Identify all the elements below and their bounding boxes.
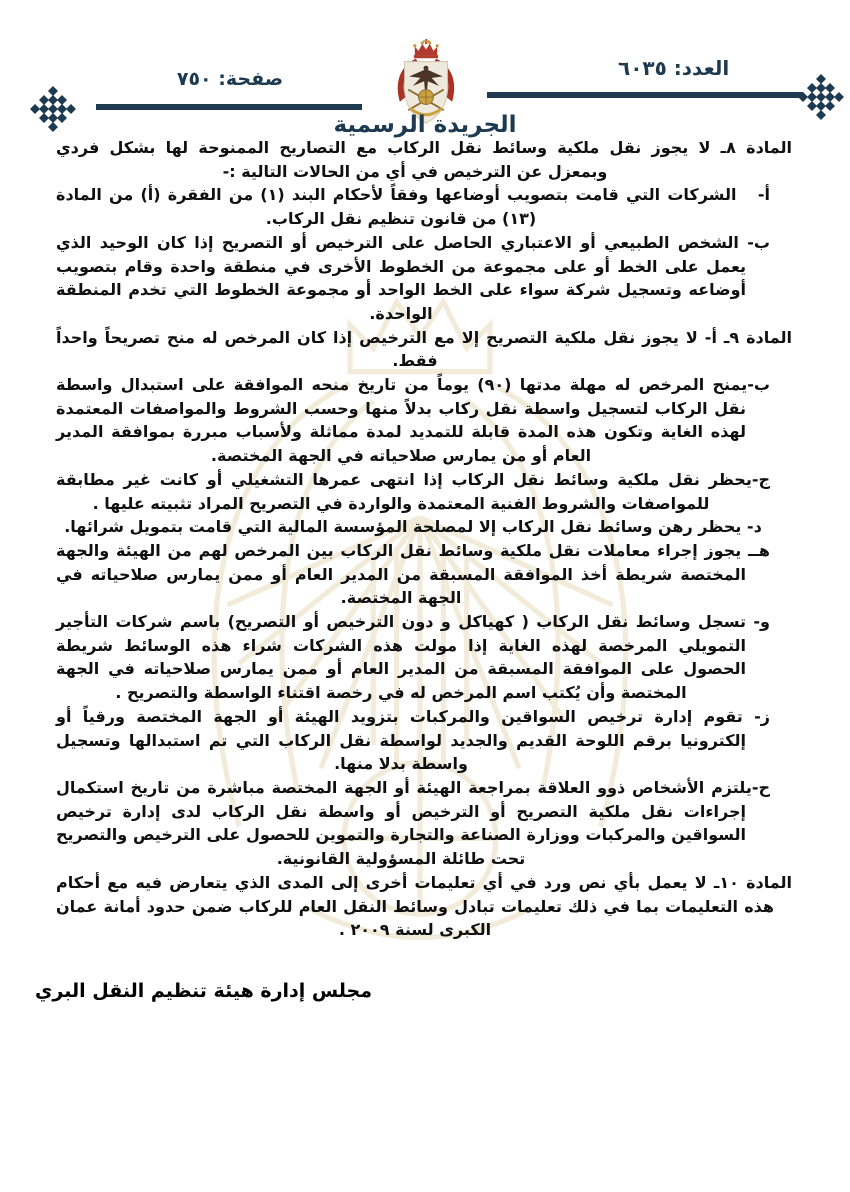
braid-ornament-left-icon — [28, 85, 84, 133]
body-paragraph: ح-يلتزم الأشخاص ذوو العلاقة بمراجعة الهيئة أو الجهة المختصة مباشرة من تاريخ استكمال إجراءات نقل ملكية التصريح أو الترخيص أو واسطة نقل الركاب لدى إدارة ترخيص السواقين والمركبات ووزارة الصناعة والتجارة والتموين للحصول على الترخيص والتصريح تحت طائلة المسؤولية القانونية. — [56, 777, 770, 869]
header-rule-left — [96, 104, 362, 110]
body-paragraph: د- يحظر رهن وسائط نقل الركاب إلا لمصلحة المؤسسة المالية التي قامت بتمويل شرائها. — [64, 517, 762, 537]
header-rule-right — [487, 92, 803, 98]
body-paragraph: المادة ٩ـ أ- لا يجوز نقل ملكية التصريح إلا مع الترخيص إذا كان المرخص له منح تصريحاً واحداً فقط. — [56, 327, 792, 371]
issue-number-label: العدد: ٦٠٣٥ — [618, 56, 730, 80]
page-number-label: صفحة: ٧٥٠ — [176, 68, 284, 90]
body-paragraph: ب-يمنح المرخص له مهلة مدتها (٩٠) يوماً من تاريخ منحه الموافقة على استبدال واسطة نقل الركاب لتسجيل واسطة نقل ركاب بدلاً منها وحسب الشروط والمواصفات المعتمدة لهذه الغاية وتكون هذه المدة قابلة للتمديد لمدة مماثلة ولأسباب مبررة بموافقة المدير العام أو من يمارس صلاحياته في الجهة المختصة. — [56, 375, 770, 466]
body-paragraph: أ- الشركات التي قامت بتصويب أوضاعها وفقاً لأحكام البند (١) من الفقرة (أ) من المادة (١٣) من قانون تنظيم نقل الركاب. — [56, 185, 771, 229]
gazette-title: الجريدة الرسمية — [333, 112, 517, 138]
body-paragraph: و- تسجل وسائط نقل الركاب ( كهياكل و دون الترخيص أو التصريح) باسم شركات التأجير التمويلي المرخصة لهذه الغاية إذا مولت هذه الشركات شراء هذه الوسائط شريطة الحصول على الموافقة المسبقة من المدير العام أو ممن يمارس صلاحياته في الجهة المختصة وأن يُكتب اسم المرخص له في رخصة اقتناء الواسطة والتصريح . — [56, 612, 770, 703]
body-paragraph: هــ يجوز إجراء معاملات نقل ملكية وسائط نقل الركاب بين المرخص لهم من الهيئة والجهة المختصة شريطة أخذ الموافقة المسبقة من المدير العام أو ممن يمارس صلاحياته في الجهة المختصة. — [56, 540, 770, 608]
body-paragraph: ز- تقوم إدارة ترخيص السواقين والمركبات بتزويد الهيئة أو الجهة المختصة ورقياً أو إلكترونيا برقم اللوحة القديم والجديد لواسطة نقل الركاب التي تم استبدالها وتسجيل واسطة بدلا منها. — [56, 706, 770, 774]
body-paragraph: ج-يحظر نقل ملكية وسائط نقل الركاب إذا انتهى عمرها التشغيلي أو كانت غير مطابقة للمواصفات والشروط الفنية المعتمدة والواردة في التصريح المراد تثبيته عليها . — [56, 469, 770, 513]
signature: مجلس إدارة هيئة تنظيم النقل البري — [34, 980, 372, 1002]
body-paragraph: المادة ١٠ـ لا يعمل بأي نص ورد في أي تعليمات أخرى إلى المدى الذي يتعارض فيه مع أحكام هذه التعليمات بما في ذلك تعليمات تبادل وسائط النقل العام للركاب ضمن حدود أمانة عمان الكبرى لسنة ٢٠٠٩ . — [56, 872, 792, 940]
body-paragraph: المادة ٨ـ لا يجوز نقل ملكية وسائط نقل الركاب مع التصاريح الممنوحة لها بشكل فردي وبمعزل عن الترخيص في أي من الحالات التالية :- — [56, 138, 793, 181]
body-paragraph: ب- الشخص الطبيعي أو الاعتباري الحاصل على الترخيص أو التصريح إذا كان الوحيد الذي يعمل على الخط أو على مجموعة من الخطوط الأخرى في منطقة واحدة وقام بتصويب أوضاعه وتسجيل شركة سواء على الخط الواحد أو مجموعة الخطوط التي تخدم المنطقة الواحدة. — [56, 232, 770, 323]
braid-ornament-right-icon — [790, 73, 846, 121]
document-body — [56, 136, 792, 942]
